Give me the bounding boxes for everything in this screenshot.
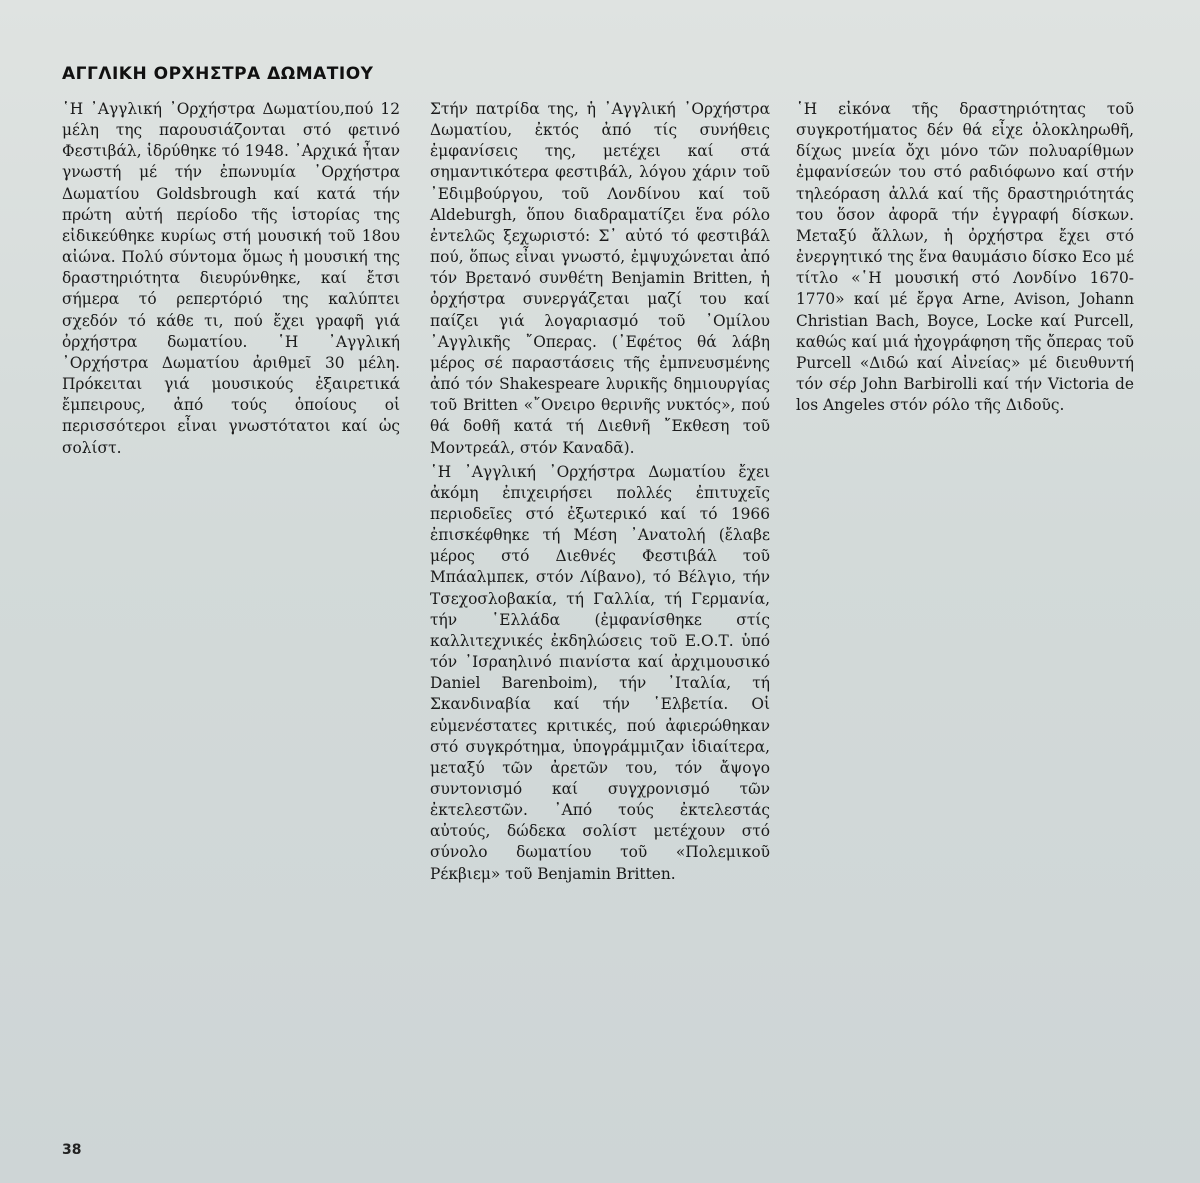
text-column-1 (62, 99, 400, 459)
paragraph: ῾Η ᾿Αγγλική ᾿Ορχήστρα Δωματίου ἔχει ἀκόμη ἐπιχειρήσει πολλές ἐπιτυχεῖς περιοδεῖες στό ἐξωτερικό καί τό 1966 ἐπισκέφθηκε τή Μέση ᾿Ανατολή (ἔλαβε μέρος στό Διεθνές Φεστιβάλ τοῦ Μπάαλμπεκ, στόν Λίβανο), τό Βέλγιο, τήν Τσεχοσλοβακία, τή Γαλλία, τή Γερμανία, τήν ῾Ελλάδα (ἐμφανίσθηκε στίς καλλιτεχνικές ἐκδηλώσεις τοῦ Ε.Ο.Τ. ὑπό τόν ᾿Ισραηλινό πιανίστα καί ἀρχιμουσικό Daniel Barenboim), τήν ᾿Ιταλία, τή Σκανδιναβία καί τήν ῾Ελβετία. Οἱ εὐμενέστατες κριτικές, πού ἀφιερώθηκαν στό συγκρότημα, ὑπογράμμιζαν ἰδιαίτερα, μεταξύ τῶν ἀρετῶν του, τόν ἄψογο συντονισμό καί συγχρονισμό τῶν ἐκτελεστῶν. ᾿Από τούς ἐκτελεστάς αὐτούς, δώδεκα σολίστ μετέχουν στό σύνολο δωματίου τοῦ «Πολεμικοῦ Ρέκβιεμ» τοῦ Benjamin Britten. (430, 462, 770, 883)
page-number: 38 (62, 1142, 82, 1158)
paragraph: ῾Η ᾿Αγγλική ᾿Ορχήστρα Δωματίου,πού 12 μέλη της παρουσιάζονται στό φετινό Φεστιβάλ, ἱδρύθηκε τό 1948. ᾿Αρχικά ἦταν γνωστή μέ τήν ἐπωνυμία ᾿Ορχήστρα Δωματίου Goldsbrough καί κατά τήν πρώτη αὐτή περίοδο τῆς ἱστορίας της εἰδικεύθηκε κυρίως στή μουσική τοῦ 18ου αἰώνα. Πολύ σύντομα ὅμως ἡ μουσική της δραστηριότητα διευρύνθηκε, καί ἔτσι σήμερα τό ρεπερτόριό της καλύπτει σχεδόν τό κάθε τι, πού ἔχει γραφῆ γιά ὀρχήστρα δωματίου. ῾Η ᾿Αγγλική ᾿Ορχήστρα Δωματίου ἀριθμεῖ 30 μέλη. Πρόκειται γιά μουσικούς ἐξαιρετικά ἔμπειρους, ἀπό τούς ὁποίους οἱ περισσότεροι εἶναι γνωστότατοι καί ὡς σολίστ. (62, 100, 400, 457)
paragraph: Στήν πατρίδα της, ἡ ᾿Αγγλική ᾿Ορχήστρα Δωματίου, ἐκτός ἀπό τίς συνήθεις ἐμφανίσεις της, μετέχει καί στά σημαντικότερα φεστιβάλ, λόγου χάριν τοῦ ᾿Εδιμβούργου, τοῦ Λονδίνου καί τοῦ Aldeburgh, ὅπου διαδραματίζει ἕνα ρόλο ἐντελῶς ξεχωριστό: Σ᾿ αὐτό τό φεστιβάλ πού, ὅπως εἶναι γνωστό, ἐμψυχώνεται ἀπό τόν Βρετανό συνθέτη Benjamin Britten, ἡ ὀρχήστρα συνεργάζεται μαζί του καί παίζει γιά λογαριασμό τοῦ ᾿Ομίλου ᾿Αγγλικῆς ῎Οπερας. (᾿Εφέτος θά λάβη μέρος σέ παραστάσεις τῆς ἐμπνευσμένης ἀπό τόν Shakespeare λυρικῆς δημιουργίας τοῦ Britten «῎Ονειρο θερινῆς νυκτός», πού θά δοθῆ κατά τή Διεθνῆ ῎Εκθεση τοῦ Μοντρεάλ, στόν Καναδᾶ). (430, 100, 770, 457)
paragraph: ῾Η εἰκόνα τῆς δραστηριότητας τοῦ συγκροτήματος δέν θά εἶχε ὁλοκληρωθῆ, δίχως μνεία ὄχι μόνο τῶν πολυαρίθμων ἐμφανίσεών του στό ραδιόφωνο καί στήν τηλεόραση ἀλλά καί τῆς δραστηριότητάς του ὅσον ἀφορᾶ τήν ἐγγραφή δίσκων. Μεταξύ ἄλλων, ἡ ὀρχήστρα ἔχει στό ἐνεργητικό της ἕνα θαυμάσιο δίσκο Eco μέ τίτλο «῾Η μουσική στό Λονδίνο 1670-1770» καί μέ ἔργα Arne, Avison, Johann Christian Bach, Boyce, Locke καί Purcell, καθώς καί μιά ἠχογράφηση τῆς ὄπερας τοῦ Purcell «Διδώ καί Αἰνείας» μέ διευθυντή τόν σέρ John Barbirolli καί τήν Victoria de los Angeles στόν ρόλο τῆς Διδοῦς. (796, 100, 1134, 415)
text-column-3 (796, 99, 1134, 416)
page-title: ΑΓΓΛΙΚΗ ΟΡΧΗΣΤΡΑ ΔΩΜΑΤΙΟΥ (62, 64, 374, 84)
text-column-2 (430, 99, 770, 885)
